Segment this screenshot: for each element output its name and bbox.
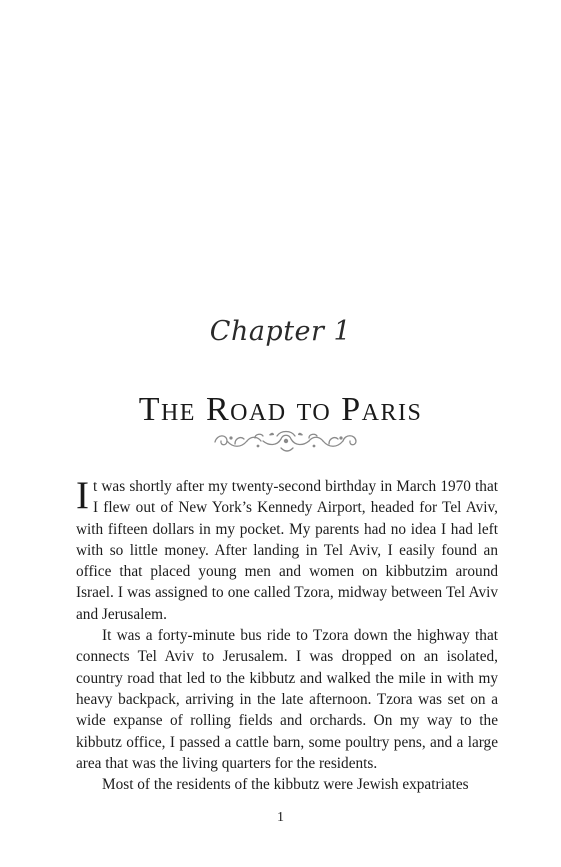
paragraph-3: Most of the residents of the kibbutz were Jewish expatriates — [102, 776, 469, 794]
paragraph-text: t was shortly after my twenty-second birthday in March 1970 that I flew out of New York’s Kennedy Airport, headed for Tel Aviv, with fifteen dollars in my pocket. My parents had no idea I had left with so little money. After landing in Tel Aviv, I easily found an office that placed young men and women on kibbutzim around Israel. I was assigned to one called Tzora, midway between Tel Aviv and Jerusalem. — [76, 478, 498, 623]
paragraph-2: It was a forty-minute bus ride to Tzora down the highway that connects Tel Aviv to Jerusalem. I was dropped on an isolated, country road that led to the kibbutz and walked the mile in with my heavy backpack, arriving in the late afternoon. Tzora was set on a wide expanse of rolling fields and orchards. On my way to the kibbutz office, I passed a cattle barn, some poultry pens, and a large area that was the living quarters for the residents. — [76, 627, 498, 772]
chapter-body — [76, 476, 498, 795]
chapter-title: The Road to Paris — [138, 390, 423, 428]
page-number: 1 — [277, 810, 284, 825]
decorative-flourish-icon — [211, 426, 361, 456]
drop-cap: I — [76, 474, 89, 517]
paragraph-1 — [76, 476, 498, 625]
chapter-label: Chapter 1 — [209, 316, 352, 347]
